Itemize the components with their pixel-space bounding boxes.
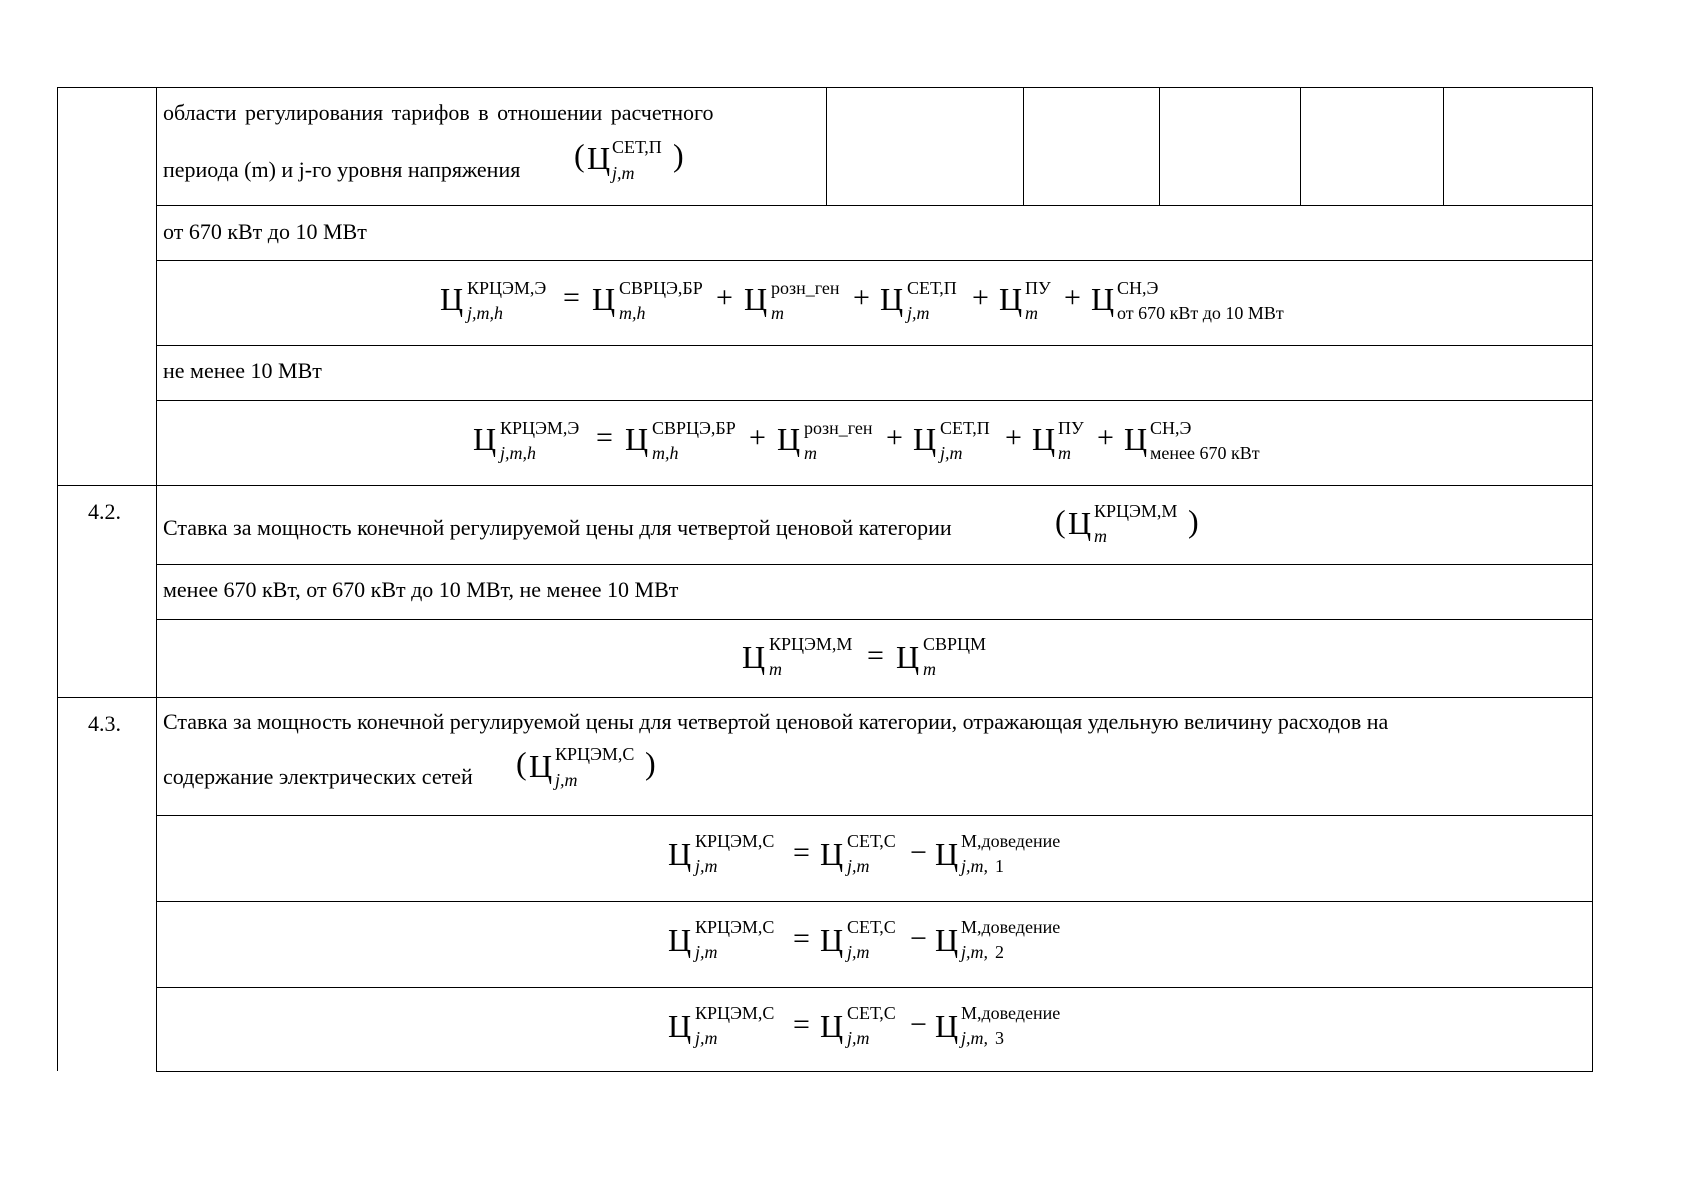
column-divider-number bbox=[156, 87, 157, 1071]
row-text: периода (m) и j-го уровня напряжения bbox=[163, 157, 521, 182]
section-number: 4.3. bbox=[88, 711, 121, 736]
table-left-border bbox=[57, 87, 58, 1071]
row-divider bbox=[156, 564, 1593, 565]
row-text: от 670 кВт до 10 МВт bbox=[163, 219, 367, 244]
row-divider bbox=[156, 260, 1593, 261]
section-heading: Ставка за мощность конечной регулируемой цены для четвертой ценовой категории bbox=[163, 515, 952, 540]
row-divider bbox=[156, 815, 1593, 816]
section-divider bbox=[57, 485, 1593, 486]
column-divider-4 bbox=[1300, 87, 1301, 205]
section-number: 4.2. bbox=[88, 499, 121, 524]
row-divider bbox=[156, 345, 1593, 346]
section-heading: Ставка за мощность конечной регулируемой цены для четвертой ценовой категории, отражающая удельную величину расходов на bbox=[163, 709, 1389, 734]
row-divider bbox=[156, 400, 1593, 401]
column-divider-5 bbox=[1443, 87, 1444, 205]
row-divider bbox=[156, 901, 1593, 902]
section-heading: содержание электрических сетей bbox=[163, 764, 473, 789]
column-divider-2 bbox=[1023, 87, 1024, 205]
column-divider-1 bbox=[826, 87, 827, 205]
document-page: области регулирования тарифов в отношении расчетного периода (m) и j-го уровня напряжения ( Ц СЕТ,П j,m ) от 670 кВт до 10 МВт Ц КРЦЭМ,Э j,m,h = Ц СВРЦЭ,БР m,h + Ц розн_ген m + Ц СЕТ,П j,m + Ц ПУ m + Ц СН,Э от 670 кВт до 10 МВт не менее 10 МВт Ц КРЦЭМ,Э j,m,h = Ц СВРЦЭ,БР m,h + Ц розн_ген m + Ц СЕТ,П j,m + Ц ПУ m + Ц СН,Э менее 670 кВт 4.2. Ставка за мощность конечной регулируемой цены для четвертой ценовой категории ( Ц КРЦЭМ,М m ) менее 670 кВт, от 670 кВт до 10 МВт, не менее 10 МВт Ц КРЦЭМ,М m = Ц СВРЦМ m 4.3. Ставка за мощность конечной регулируемой цены для четвертой ценовой категории, отражающая удельную величину расходов на содержание электрических сетей ( Ц КРЦЭМ,С j,m ) Ц КРЦЭМ,С j,m = Ц СЕТ,С j,m − Ц М,доведение j,m, 1 Ц КРЦЭМ,С j,m = Ц СЕТ,С j,m − Ц М,доведение j,m, 2 Ц КРЦЭМ,С j,m = Ц СЕТ,С j,m − Ц М,доведение j,m, 3 bbox=[0, 0, 1697, 1200]
row-divider bbox=[156, 205, 1593, 206]
row-text: менее 670 кВт, от 670 кВт до 10 МВт, не менее 10 МВт bbox=[163, 577, 679, 602]
column-divider-3 bbox=[1159, 87, 1160, 205]
section-divider bbox=[57, 697, 1593, 698]
row-divider bbox=[156, 619, 1593, 620]
row-divider bbox=[156, 987, 1593, 988]
table-top-border bbox=[57, 87, 1593, 88]
table-right-border bbox=[1592, 87, 1593, 1071]
row-text: области регулирования тарифов в отношении расчетного bbox=[163, 100, 714, 125]
table-bottom-border bbox=[156, 1071, 1593, 1072]
row-text: не менее 10 МВт bbox=[163, 358, 322, 383]
